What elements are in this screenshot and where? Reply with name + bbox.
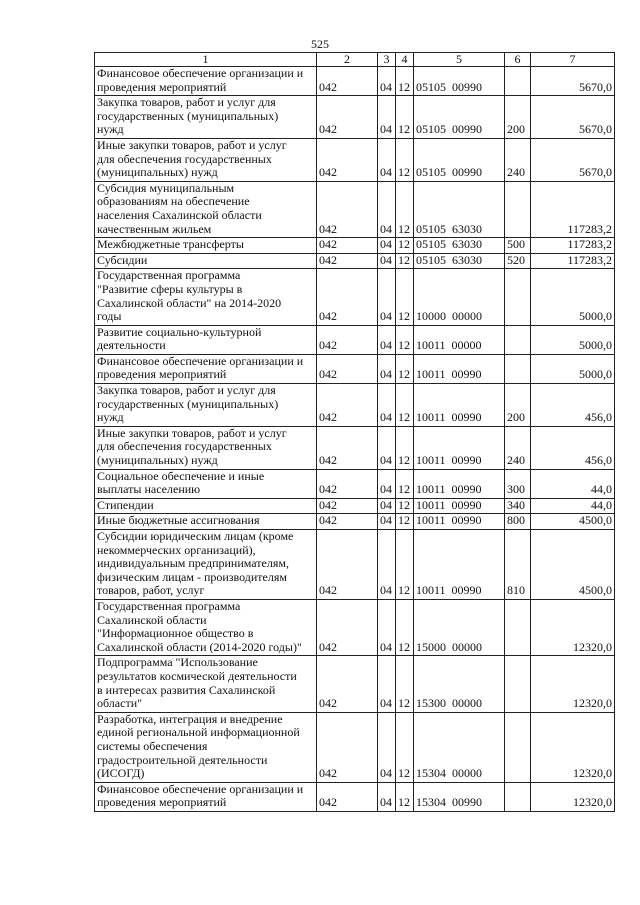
expense-type-code: 200 bbox=[505, 96, 531, 139]
expense-type-code: 240 bbox=[505, 426, 531, 469]
section-code: 04 bbox=[378, 656, 396, 712]
row-name: Финансовое обеспечение организации и проведения мероприятий bbox=[95, 782, 317, 811]
expense-type-code bbox=[505, 67, 531, 96]
row-name: Иные закупки товаров, работ и услуг для обеспечения государственных (муниципальных) нужд bbox=[95, 138, 317, 181]
subsection-code: 12 bbox=[396, 238, 414, 254]
target-article-code: 15300 00000 bbox=[414, 656, 505, 712]
table-row bbox=[95, 498, 615, 514]
target-article-code: 05105 00990 bbox=[414, 96, 505, 139]
amount: 5670,0 bbox=[531, 67, 615, 96]
amount: 117283,2 bbox=[531, 181, 615, 237]
row-name: Социальное обеспечение и иные выплаты населению bbox=[95, 469, 317, 498]
expense-type-code: 810 bbox=[505, 530, 531, 600]
target-article-code: 10000 00000 bbox=[414, 269, 505, 325]
ministry-code: 042 bbox=[317, 138, 378, 181]
amount: 117283,2 bbox=[531, 253, 615, 269]
table-row bbox=[95, 384, 615, 427]
section-code: 04 bbox=[378, 67, 396, 96]
ministry-code: 042 bbox=[317, 354, 378, 383]
expense-type-code bbox=[505, 354, 531, 383]
row-name: Субсидии юридическим лицам (кроме некоммерческих организаций), индивидуальным предпринимателям, физическим лицам - производителям товаров, работ, услуг bbox=[95, 530, 317, 600]
amount: 12320,0 bbox=[531, 656, 615, 712]
subsection-code: 12 bbox=[396, 384, 414, 427]
table-row bbox=[95, 269, 615, 325]
subsection-code: 12 bbox=[396, 96, 414, 139]
target-article-code: 05105 00990 bbox=[414, 67, 505, 96]
row-name: Финансовое обеспечение организации и проведения мероприятий bbox=[95, 354, 317, 383]
expense-type-code bbox=[505, 712, 531, 782]
expense-type-code: 240 bbox=[505, 138, 531, 181]
subsection-code: 12 bbox=[396, 354, 414, 383]
row-name: Закупка товаров, работ и услуг для государственных (муниципальных) нужд bbox=[95, 384, 317, 427]
ministry-code: 042 bbox=[317, 253, 378, 269]
ministry-code: 042 bbox=[317, 656, 378, 712]
amount: 5670,0 bbox=[531, 96, 615, 139]
section-code: 04 bbox=[378, 782, 396, 811]
ministry-code: 042 bbox=[317, 530, 378, 600]
section-code: 04 bbox=[378, 469, 396, 498]
table-row bbox=[95, 354, 615, 383]
subsection-code: 12 bbox=[396, 782, 414, 811]
table-row bbox=[95, 253, 615, 269]
table-row bbox=[95, 238, 615, 254]
target-article-code: 15304 00000 bbox=[414, 712, 505, 782]
ministry-code: 042 bbox=[317, 782, 378, 811]
subsection-code: 12 bbox=[396, 67, 414, 96]
subsection-code: 12 bbox=[396, 599, 414, 655]
ministry-code: 042 bbox=[317, 325, 378, 354]
target-article-code: 10011 00990 bbox=[414, 514, 505, 530]
row-name: Развитие социально-культурной деятельности bbox=[95, 325, 317, 354]
ministry-code: 042 bbox=[317, 514, 378, 530]
ministry-code: 042 bbox=[317, 712, 378, 782]
target-article-code: 10011 00990 bbox=[414, 469, 505, 498]
subsection-code: 12 bbox=[396, 712, 414, 782]
row-name: Разработка, интеграция и внедрение единой региональной информационной системы обеспечения градостроительной деятельности (ИСОГД) bbox=[95, 712, 317, 782]
expense-type-code: 520 bbox=[505, 253, 531, 269]
expense-type-code: 200 bbox=[505, 384, 531, 427]
ministry-code: 042 bbox=[317, 599, 378, 655]
section-code: 04 bbox=[378, 712, 396, 782]
ministry-code: 042 bbox=[317, 426, 378, 469]
column-header-1: 1 bbox=[95, 53, 317, 67]
expense-type-code: 340 bbox=[505, 498, 531, 514]
section-code: 04 bbox=[378, 599, 396, 655]
budget-table bbox=[94, 52, 615, 812]
target-article-code: 05105 63030 bbox=[414, 181, 505, 237]
column-header-3: 3 bbox=[378, 53, 396, 67]
amount: 12320,0 bbox=[531, 712, 615, 782]
row-name: Иные бюджетные ассигнования bbox=[95, 514, 317, 530]
amount: 44,0 bbox=[531, 469, 615, 498]
expense-type-code bbox=[505, 269, 531, 325]
row-name: Финансовое обеспечение организации и проведения мероприятий bbox=[95, 67, 317, 96]
expense-type-code: 800 bbox=[505, 514, 531, 530]
ministry-code: 042 bbox=[317, 181, 378, 237]
expense-type-code bbox=[505, 656, 531, 712]
ministry-code: 042 bbox=[317, 96, 378, 139]
subsection-code: 12 bbox=[396, 498, 414, 514]
column-header-5: 5 bbox=[414, 53, 505, 67]
expense-type-code bbox=[505, 181, 531, 237]
amount: 12320,0 bbox=[531, 782, 615, 811]
subsection-code: 12 bbox=[396, 656, 414, 712]
ministry-code: 042 bbox=[317, 498, 378, 514]
target-article-code: 10011 00990 bbox=[414, 384, 505, 427]
header-row bbox=[95, 53, 615, 67]
page-number: 525 bbox=[311, 37, 329, 51]
target-article-code: 10011 00990 bbox=[414, 354, 505, 383]
column-header-6: 6 bbox=[505, 53, 531, 67]
table-row bbox=[95, 530, 615, 600]
amount: 456,0 bbox=[531, 384, 615, 427]
ministry-code: 042 bbox=[317, 469, 378, 498]
target-article-code: 10011 00990 bbox=[414, 530, 505, 600]
row-name: Государственная программа Сахалинской области "Информационное общество в Сахалинской области (2014-2020 годы)" bbox=[95, 599, 317, 655]
amount: 12320,0 bbox=[531, 599, 615, 655]
section-code: 04 bbox=[378, 498, 396, 514]
table-row bbox=[95, 426, 615, 469]
target-article-code: 05105 00990 bbox=[414, 138, 505, 181]
section-code: 04 bbox=[378, 181, 396, 237]
ministry-code: 042 bbox=[317, 67, 378, 96]
table-row bbox=[95, 712, 615, 782]
subsection-code: 12 bbox=[396, 530, 414, 600]
subsection-code: 12 bbox=[396, 469, 414, 498]
table-row bbox=[95, 67, 615, 96]
amount: 5000,0 bbox=[531, 269, 615, 325]
table-row bbox=[95, 514, 615, 530]
row-name: Субсидия муниципальным образованиям на обеспечение населения Сахалинской области качественным жильем bbox=[95, 181, 317, 237]
amount: 117283,2 bbox=[531, 238, 615, 254]
section-code: 04 bbox=[378, 354, 396, 383]
section-code: 04 bbox=[378, 238, 396, 254]
section-code: 04 bbox=[378, 384, 396, 427]
section-code: 04 bbox=[378, 514, 396, 530]
target-article-code: 05105 63030 bbox=[414, 238, 505, 254]
column-header-4: 4 bbox=[396, 53, 414, 67]
target-article-code: 10011 00990 bbox=[414, 498, 505, 514]
row-name: Стипендии bbox=[95, 498, 317, 514]
ministry-code: 042 bbox=[317, 238, 378, 254]
subsection-code: 12 bbox=[396, 138, 414, 181]
subsection-code: 12 bbox=[396, 181, 414, 237]
table-row bbox=[95, 96, 615, 139]
target-article-code: 15000 00000 bbox=[414, 599, 505, 655]
amount: 5000,0 bbox=[531, 325, 615, 354]
amount: 4500,0 bbox=[531, 514, 615, 530]
table-row bbox=[95, 782, 615, 811]
table-row bbox=[95, 599, 615, 655]
column-header-7: 7 bbox=[531, 53, 615, 67]
subsection-code: 12 bbox=[396, 253, 414, 269]
amount: 44,0 bbox=[531, 498, 615, 514]
subsection-code: 12 bbox=[396, 325, 414, 354]
target-article-code: 10011 00990 bbox=[414, 426, 505, 469]
section-code: 04 bbox=[378, 269, 396, 325]
amount: 456,0 bbox=[531, 426, 615, 469]
table-row bbox=[95, 656, 615, 712]
ministry-code: 042 bbox=[317, 384, 378, 427]
target-article-code: 10011 00000 bbox=[414, 325, 505, 354]
table-row bbox=[95, 325, 615, 354]
section-code: 04 bbox=[378, 426, 396, 469]
target-article-code: 15304 00990 bbox=[414, 782, 505, 811]
row-name: Закупка товаров, работ и услуг для государственных (муниципальных) нужд bbox=[95, 96, 317, 139]
subsection-code: 12 bbox=[396, 426, 414, 469]
section-code: 04 bbox=[378, 138, 396, 181]
amount: 4500,0 bbox=[531, 530, 615, 600]
ministry-code: 042 bbox=[317, 269, 378, 325]
column-header-2: 2 bbox=[317, 53, 378, 67]
expense-type-code bbox=[505, 599, 531, 655]
section-code: 04 bbox=[378, 253, 396, 269]
section-code: 04 bbox=[378, 530, 396, 600]
expense-type-code bbox=[505, 325, 531, 354]
table-row bbox=[95, 181, 615, 237]
row-name: Межбюджетные трансферты bbox=[95, 238, 317, 254]
amount: 5000,0 bbox=[531, 354, 615, 383]
row-name: Иные закупки товаров, работ и услуг для обеспечения государственных (муниципальных) нужд bbox=[95, 426, 317, 469]
expense-type-code: 500 bbox=[505, 238, 531, 254]
amount: 5670,0 bbox=[531, 138, 615, 181]
table-row bbox=[95, 138, 615, 181]
row-name: Подпрограмма "Использование результатов космической деятельности в интересах развития Сахалинской области" bbox=[95, 656, 317, 712]
table-row bbox=[95, 469, 615, 498]
row-name: Государственная программа "Развитие сферы культуры в Сахалинской области" на 2014-2020 годы bbox=[95, 269, 317, 325]
row-name: Субсидии bbox=[95, 253, 317, 269]
subsection-code: 12 bbox=[396, 514, 414, 530]
expense-type-code: 300 bbox=[505, 469, 531, 498]
section-code: 04 bbox=[378, 96, 396, 139]
expense-type-code bbox=[505, 782, 531, 811]
section-code: 04 bbox=[378, 325, 396, 354]
subsection-code: 12 bbox=[396, 269, 414, 325]
target-article-code: 05105 63030 bbox=[414, 253, 505, 269]
